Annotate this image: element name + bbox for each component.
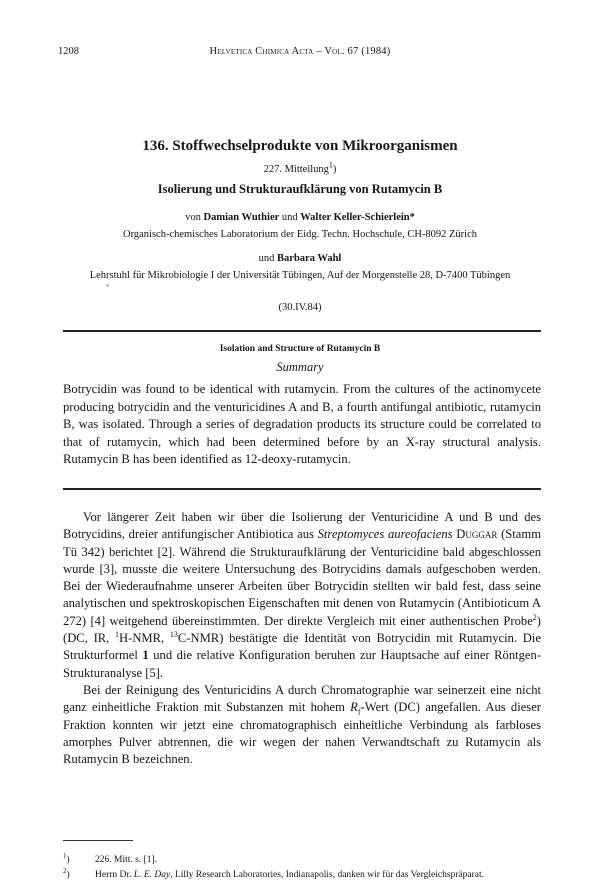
cited-author: Duggar [456, 527, 498, 542]
series-note-text: 227. Mitteilung [263, 164, 329, 175]
institution-1: Organisch-chemisches Laboratorium der Eidg. Techn. Hochschule, CH-8092 Zürich [122, 229, 478, 240]
text-run: ) (DC, IR, [63, 613, 541, 646]
footnote-number: 1 [63, 851, 67, 860]
author-prefix: von [185, 212, 204, 223]
footnote-person: L. E. Day [133, 870, 171, 880]
footnote-text: Herrn Dr. [95, 870, 134, 880]
footnote-marker: $^2$) [63, 866, 70, 880]
institution-2: Lehrstuhl für Mikrobiologie I der Universität Tübingen, Auf der Morgenstelle 28, D-7400 Tübingen [89, 270, 511, 281]
body-text [63, 509, 541, 768]
text-run: (Stamm Tü 342) berichtet [2]. Während die Strukturaufklärung der Venturicidine bald abgeschlossen wurde [3], musste die weitere Untersuchung des Botrycidins damals aufgeschoben werden. Bei der Wiederaufnahme unserer Arbeiten über Botrycidin stellten wir bald fest, dass seine analytischen und spektroskopischen Eigenschaften mit denen von Rutamycin (Antibioticum A 272) [4] weitgehend übereinstimmten. Der direkte Vergleich mit einer authentischen Probe [63, 527, 541, 628]
author-line-1 [50, 212, 550, 223]
text-run: -Wert (DC) angefallen. Aus dieser Fraktion konnten wir jetzt eine chromatographisch einheitliche Verbindung als farbloses amorphes Pulver abtrennen, die wir wegen der nahen Verwandtschaft zu Rutamycin als Rutamycin B bezeichnen. [63, 700, 541, 767]
author-name: Damian Wuthier [203, 212, 280, 223]
author-name: Barbara Wahl [277, 253, 342, 264]
journal-title: Helvetica Chimica Acta – Vol. 67 (1984) [209, 46, 391, 57]
footnote-text: 226. Mitt. s. [1]. [95, 855, 158, 865]
formula-number: 1 [142, 648, 149, 663]
footnote-rule [63, 840, 133, 841]
footnote-1 [63, 853, 560, 868]
species-name: Streptomyces aureofaciens [317, 527, 453, 542]
paragraph-2 [63, 682, 541, 768]
summary-top-rule [63, 330, 541, 332]
series-note-ref: 1 [328, 160, 333, 170]
footnotes [63, 853, 560, 883]
rf-subscript: f [357, 707, 361, 717]
text-run: Bei der Reinigung des Venturicidins A durch Chromatographie war seinerzeit eine nicht ganz einheitliche Fraktion mit Substanzen mit hohem [63, 682, 541, 715]
text-run: H-NMR, [119, 631, 170, 646]
author-prefix: und [258, 253, 278, 264]
author-line-2 [50, 253, 550, 264]
footnote-number: 2 [63, 866, 67, 875]
received-date: (30.IV.84) [278, 302, 322, 313]
text-run: und die relative Konfiguration beruhen zur Hauptsache auf einer Röntgen-Strukturanalyse [5]. [63, 648, 542, 680]
running-head [58, 46, 542, 62]
footnote-text: , Lilly Research Laboratories, Indianapolis, danken wir für das Vergleichspräparat. [170, 870, 485, 880]
article-subtitle: Isolierung und Strukturaufklärung von Rutamycin B [157, 182, 443, 196]
author-name: Walter Keller-Schierlein* [300, 212, 415, 223]
summary-english-title: Isolation and Structure of Rutamycin B [219, 344, 381, 354]
pencil-mark [106, 284, 109, 287]
summary-heading: Summary [276, 360, 324, 374]
summary-bottom-rule [63, 488, 541, 490]
paragraph-1 [63, 509, 541, 682]
footnote-marker: $^1$) [63, 851, 70, 865]
isotope-superscript: 13 [169, 629, 178, 639]
rf-symbol: R [350, 700, 358, 715]
footnote-2 [63, 868, 560, 883]
summary-text: Botrycidin was found to be identical with rutamycin. From the cultures of the actinomycete producing botrycidin and the venturicidines A and B, a fourth antifungal antibiotic, rutamycin B, was isolated. Through a series of degradation products its structure could be correlated to that of rutamycin, which had been determined before by an X-ray structural analysis. Rutamycin B has been identified as 12-deoxy-rutamycin. [63, 382, 541, 467]
footnote-ref: 2 [532, 612, 537, 622]
article-title: 136. Stoffwechselprodukte von Mikroorganismen [142, 138, 458, 154]
isotope-superscript: 1 [115, 629, 120, 639]
text-run: Vor längerer Zeit haben wir über die Isolierung der Venturicidine A und B und des Botrycidins, dreier antifungischer Antibiotica aus [63, 510, 541, 542]
author-conjunction: und [279, 212, 301, 223]
series-note: 227. Mitteilung$^1$) [263, 160, 337, 175]
page-number: 1208 [58, 46, 79, 57]
text-run: C-NMR) bestätigte die Identität von Botrycidin mit Rutamycin. Die Strukturformel [63, 631, 541, 663]
